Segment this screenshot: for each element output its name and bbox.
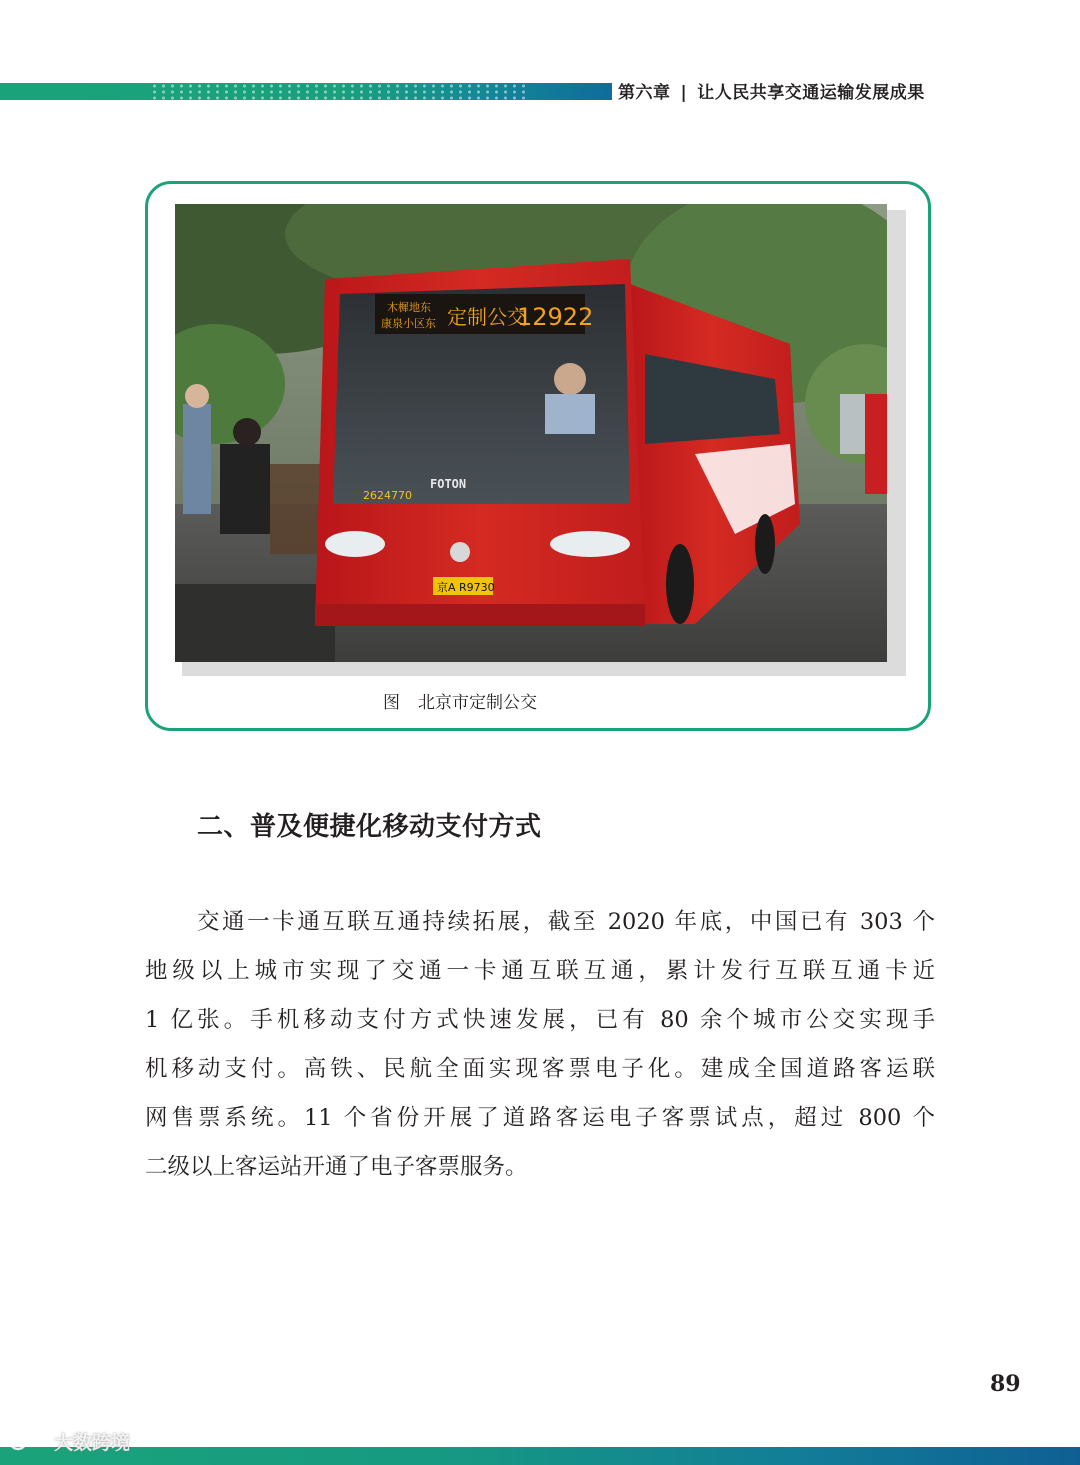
chapter-number: 第六章 [618,83,671,103]
bus-sign-number: 12922 [517,303,594,331]
figure-photo [175,204,887,662]
bus-fleet-number: 2624770 [363,489,412,502]
watermark-logo-icon [8,1430,50,1457]
watermark [8,1428,130,1458]
bus-sign-route: 定制公交 [447,305,527,329]
body-line: 地级以上城市实现了交通一卡通互联互通，累计发行互联互通卡近 [145,958,935,984]
bus-sign-left-bottom: 康泉小区东 [381,317,436,330]
body-line: 网售票系统。11 个省份开展了道路客运电子客票试点，超过 800 个 [145,1105,935,1131]
body-line: 二级以上客运站开通了电子客票服务。 [145,1154,528,1180]
body-line: 机移动支付。高铁、民航全面实现客票电子化。建成全国道路客运联 [145,1056,935,1082]
bus-brand: FOTON [430,477,467,491]
chapter-separator: | [680,83,688,103]
watermark-text: 大数跨境 [54,1432,131,1454]
bus-plate: 京A R9730 [437,581,495,594]
section-heading: 二、普及便捷化移动支付方式 [197,812,542,842]
figure-caption-text: 北京市定制公交 [418,693,537,713]
bus-sign-left-top: 木樨地东 [387,301,431,314]
footer-band [0,1447,1080,1465]
figure-caption [145,688,775,713]
body-line: 1 亿张。手机移动支付方式快速发展，已有 80 余个城市公交实现手 [145,1007,935,1033]
body-line: 交通一卡通互联互通持续拓展，截至 2020 年底，中国已有 303 个 [197,909,935,935]
chapter-header [618,80,925,106]
header-dot-pattern [150,83,530,100]
page-number: 89 [990,1371,1021,1397]
body-paragraph [145,898,935,1192]
figure-label: 图 [383,693,400,713]
chapter-title: 让人民共享交通运输发展成果 [697,83,925,103]
